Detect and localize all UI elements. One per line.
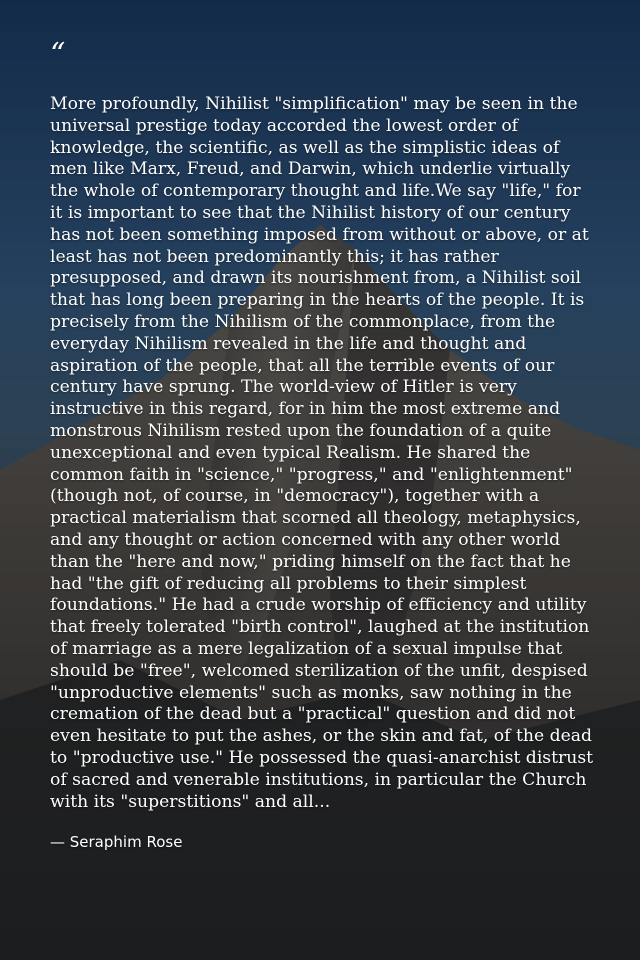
quote-text: More profoundly, Nihilist "simplification" may be seen in the universal prestige today accorded the lowest order of knowledge, the scientific, as well as the simplistic ideas of men like Marx, Freud, and Darwin, which underlie virtually the whole of contemporary thought and life.We say "life," for it is important to see that the Nihilist history of our century has not been something imposed from without or above, or at least has not been predominantly this; it has rather presupposed, and drawn its nourishment from, a Nihilist soil that has long been preparing in the hearts of the people. It is precisely from the Nihilism of the commonplace, from the everyday Nihilism revealed in the life and thought and aspiration of the people, that all the terrible events of our century have sprung. The world-view of Hitler is very instructive in this regard, for in him the most extreme and monstrous Nihilism rested upon the foundation of a quite unexceptional and even typical Realism. He shared the common faith in "science," "progress," and "enlightenment" (though not, of course, in "democracy"), together with a practical materialism that scorned all theology, metaphysics, and any thought or action concerned with any other world than the "here and now," priding himself on the fact that he had "the gift of reducing all problems to their simplest foundations." He had a crude worship of efficiency and utility that freely tolerated "birth control", laughed at the institution of marriage as a mere legalization of a sexual impulse that should be "free", welcomed sterilization of the unfit, despised "unproductive elements" such as monks, saw nothing in the cremation of the dead but a "practical" question and did not even hesitate to put the ashes, or the skin and fat, of the dead to "productive use." He possessed the quasi-anarchist distrust of sacred and venerable institutions, in particular the Church with its "superstitions" and all... (50, 94, 594, 812)
quote-card (50, 37, 595, 852)
quote-author: — Seraphim Rose (50, 833, 183, 852)
quote-mark-icon: “ (50, 37, 66, 72)
